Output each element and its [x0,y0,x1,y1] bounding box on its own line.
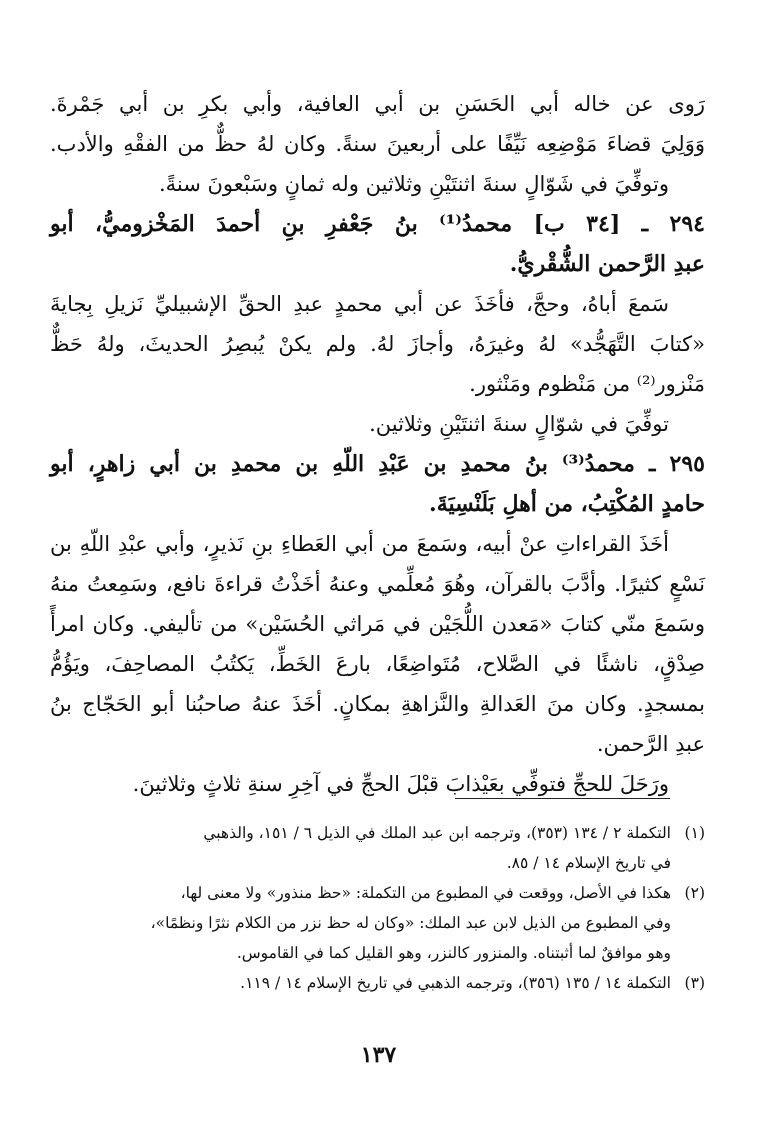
text-line: ورَحَلَ للحجِّ فتوفِّي بعَيْذابَ قبْلَ الحجِّ في آخِرِ سنةِ ثلاثٍ وثلاثينَ. [132,772,669,796]
footnote-2 [50,878,705,908]
entry-heading-295-cont: حامدٍ المُكْتِبُ، من أهلِ بَلَنْسِيَةَ. [429,491,705,517]
entry-heading-294-cont: عبدِ الرَّحمن الشُّقْريُّ. [509,251,705,277]
footnote-1 [50,818,705,848]
footnote-text: هكذا في الأصل، ووقعت في المطبوع من التكملة: «حظ منذور» ولا معنى لها، [180,884,671,902]
text-line: وسَمعَ منّي كتابَ «مَعدن اللُّجَيْن في مَراثي الحُسَيْن» من تأليفي. وكان امرأً [50,612,705,636]
text-line: بمسجدٍ. وكان منَ العَدالةِ والنَّزاهةِ بمكانٍ. أخَذَ عنهُ صاحبُنا أبو الحَجّاج بنُ [50,692,705,716]
text-line: مَنْزور⁽²⁾ من مَنْظوم ومَنْثور. [469,372,705,396]
footnote-separator [455,798,670,799]
footnote-text: التكملة ٢ / ١٣٤ (٣٥٣)، وترجمه ابن عبد الملك في الذيل ٦ / ١٥١، والذهبي [203,824,671,842]
footnotes [50,818,705,998]
entry-heading-295: ٢٩٥ ـ محمدُ⁽³⁾ بنُ محمدِ بن عَبْدِ اللّهِ بن محمدِ بن أبي زاهرٍ، أبو [50,451,705,477]
footnote-marker: (٢) [684,884,705,902]
text-line: صِدْقٍ، ناشئًا في الصَّلاح، مُتَواضِعًا، بارعَ الخَطِّ، يَكتُبُ المصاحِفَ، ويَؤُمُّ [50,652,705,676]
text-line: سَمعَ أباهُ، وحجَّ، فأخَذَ عن أبي محمدٍ عبدِ الحقِّ الإشبيليِّ نَزيلِ بِجايةَ [50,292,669,316]
text-line: وَوَلِيَ قضاءَ مَوْضِعِه نَيِّفًا على أربعينَ سنةً. وكان لهُ حظٌّ من الفقْهِ والأدب. [50,132,705,156]
footnote-3 [50,968,705,998]
footnote-text: التكملة ١٤ / ١٣٥ (٣٥٦)، وترجمه الذهبي في تاريخ الإسلام ١٤ / ١١٩. [240,974,671,992]
footnote-2-cont: وهو موافقٌ لما أثبتناه. والمنزور كالنزر، وهو القليل كما في القاموس. [236,944,671,962]
text-line: أخَذَ القراءاتِ عنْ أبيه، وسَمعَ من أبي العَطاءِ بنِ نَذيرٍ، وأبي عبْدِ اللّهِ بن [50,532,669,556]
footnote-marker: (١) [684,824,705,842]
text-line: توفِّيَ في شوّالٍ سنةَ اثنتَيْنِ وثلاثين. [369,412,669,436]
page-number: ١٣٧ [360,1042,397,1068]
text-line: وتوفِّيَ في شَوّالٍ سنةَ اثنتَيْنِ وثلاثين وله ثمانٍ وسَبْعونَ سنةً. [158,172,669,196]
entry-heading-294: ٢٩٤ ـ [٣٤ ب] محمدُ⁽¹⁾ بنُ جَعْفرِ بنِ أحمدَ المَخْزوميُّ، أبو [50,211,705,237]
text-line: عبدِ الرَّحمن. [596,732,705,756]
text-line: نَسْعٍ كثيرًا. وأدَّبَ بالقرآن، وهُوَ مُعلِّمي وعنهُ أخَذْتُ قراءةَ نافع، وسَمِعتُ منهُ [50,572,705,596]
text-line: رَوى عن خاله أبي الحَسَنِ بن أبي العافية، وأبي بكرِ بن أبي جَمْرةَ. [50,92,705,116]
text-line: «كتابَ التَّهَجُّد» لهُ وغيرَهُ، وأجازَ لهُ. ولم يكنْ يُبصِرُ الحديثَ، ولهُ حَظٌّ [50,332,705,356]
main-text [50,84,705,804]
footnote-2-cont: وفي المطبوع من الذيل لابن عبد الملك: «وكان له حظ نزر من الكلام نثرًا ونظمًا»، [150,914,671,932]
footnote-1-cont: في تاريخ الإسلام ١٤ / ٨٥. [506,854,671,872]
footnote-marker: (٣) [684,974,705,992]
